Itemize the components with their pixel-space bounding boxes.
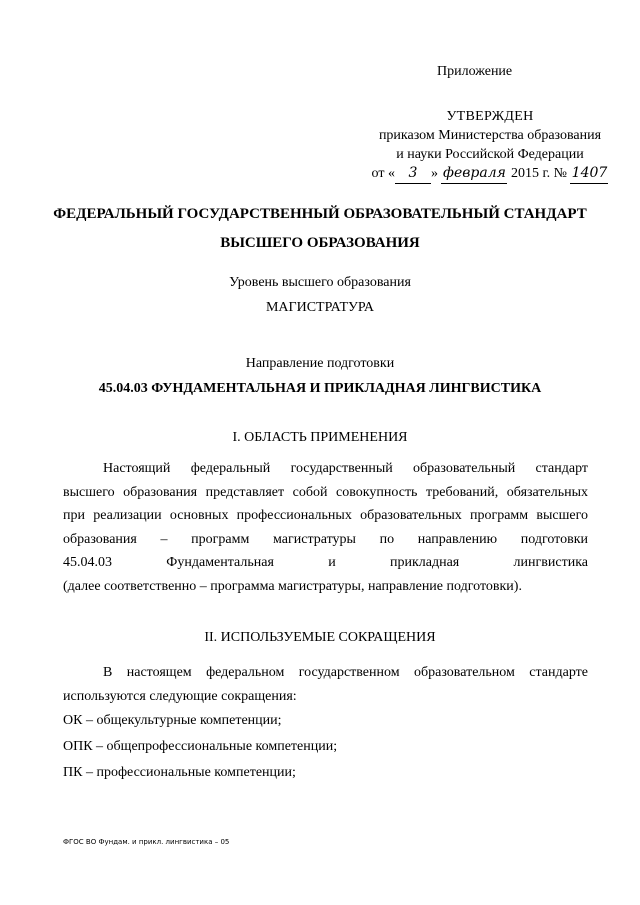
section-1-paragraph xyxy=(63,457,588,598)
education-level-value: МАГИСТРАТУРА xyxy=(265,300,375,315)
paragraph-line: Настоящий федеральный государственный образовательный стандарт xyxy=(103,461,588,476)
abbreviation-item: ОК – общекультурные компетенции; xyxy=(63,713,282,728)
approval-ministry: приказом Министерства образования xyxy=(378,128,602,143)
abbreviation-item: ОПК – общепрофессиональные компетенции; xyxy=(63,739,338,754)
education-level-label: Уровень высшего образования xyxy=(229,275,411,290)
page-footer: ФГОС ВО Фундам. и прикл. лингвистика – 05 xyxy=(63,838,230,846)
direction-label: Направление подготовки xyxy=(245,356,395,371)
approval-block xyxy=(360,107,620,184)
standard-title-line1: ФЕДЕРАЛЬНЫЙ ГОСУДАРСТВЕННЫЙ ОБРАЗОВАТЕЛЬНЫЙ СТАНДАРТ xyxy=(53,206,587,222)
order-year: 2015 г. № xyxy=(510,166,567,181)
handwritten-day: 3 xyxy=(395,164,431,184)
section-2-heading: II. ИСПОЛЬЗУЕМЫЕ СОКРАЩЕНИЯ xyxy=(204,630,436,645)
handwritten-order-number: 1407 xyxy=(570,164,608,184)
date-mid: » xyxy=(430,166,438,181)
abbreviation-item: ПК – профессиональные компетенции; xyxy=(63,765,296,780)
appendix-label: Приложение xyxy=(437,64,513,79)
handwritten-month: февраля xyxy=(441,164,507,184)
paragraph-line: В настоящем федеральном государственном образовательном стандарте xyxy=(103,665,588,680)
direction-value: 45.04.03 ФУНДАМЕНТАЛЬНАЯ И ПРИКЛАДНАЯ ЛИНГВИСТИКА xyxy=(98,381,542,396)
standard-title-line2: ВЫСШЕГО ОБРАЗОВАНИЯ xyxy=(220,235,420,251)
section-2-paragraph xyxy=(63,661,588,708)
paragraph-line: высшего образования представляет собой совокупность требований, обязательных xyxy=(63,484,588,500)
standard-title xyxy=(40,200,600,258)
paragraph-line: образования – программ магистратуры по направлению подготовки xyxy=(63,531,588,547)
order-date-line xyxy=(360,164,620,184)
approval-federation: и науки Российской Федерации xyxy=(396,147,584,162)
paragraph-line: (далее соответственно – программа магистратуры, направление подготовки). xyxy=(63,578,522,594)
paragraph-line: 45.04.03 Фундаментальная и прикладная лингвистика xyxy=(63,555,588,570)
paragraph-line: при реализации основных профессиональных образовательных программ высшего xyxy=(63,508,588,523)
paragraph-line: используются следующие сокращения: xyxy=(63,688,297,704)
approval-title: УТВЕРЖДЕН xyxy=(446,109,534,124)
date-prefix: от « xyxy=(371,166,395,181)
section-1-heading: I. ОБЛАСТЬ ПРИМЕНЕНИЯ xyxy=(232,430,408,445)
